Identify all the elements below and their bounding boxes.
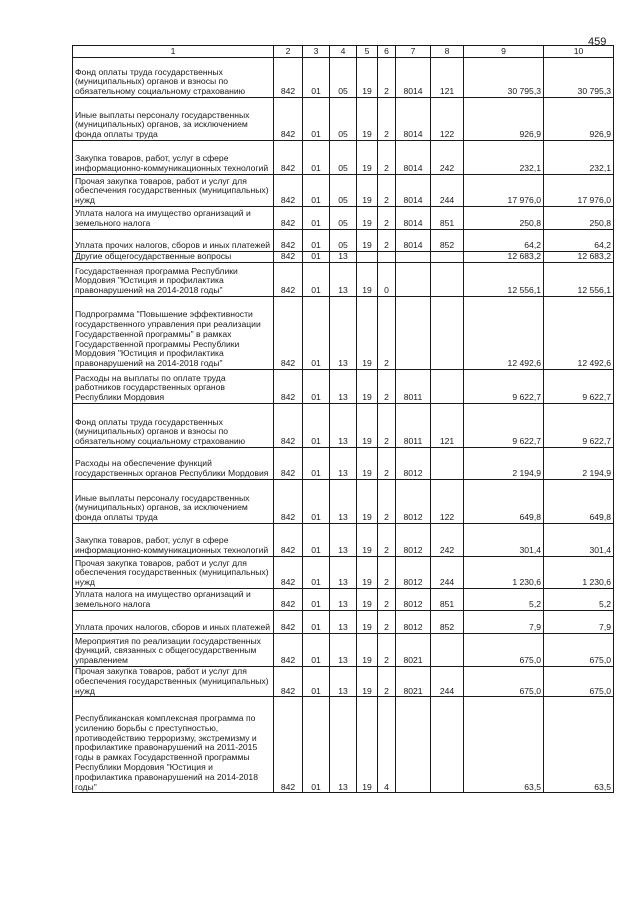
subsection-code: 13 — [330, 589, 357, 611]
program-code — [357, 252, 378, 263]
column-header: 2 — [274, 46, 303, 58]
table-row — [73, 230, 614, 252]
program-code: 19 — [357, 230, 378, 252]
amount-col-10: 12 556,1 — [544, 263, 614, 297]
subsection-code: 05 — [330, 230, 357, 252]
subsection-code: 13 — [330, 263, 357, 297]
subprogram-code: 2 — [378, 230, 396, 252]
table-row — [73, 404, 614, 448]
row-description: Закупка товаров, работ, услуг в сфере информационно-коммуникационных технологий — [73, 141, 274, 175]
subsection-code: 13 — [330, 480, 357, 524]
section-code: 01 — [303, 252, 330, 263]
row-description: Прочая закупка товаров, работ и услуг для обеспечения государственных (муниципальных) нужд — [73, 557, 274, 589]
subprogram-code: 2 — [378, 448, 396, 480]
section-code: 01 — [303, 370, 330, 404]
section-code: 01 — [303, 175, 330, 207]
section-code: 01 — [303, 98, 330, 141]
amount-col-10: 64,2 — [544, 230, 614, 252]
subsection-code: 13 — [330, 667, 357, 697]
program-code: 19 — [357, 697, 378, 793]
table-row — [73, 175, 614, 207]
row-description: Республиканская комплексная программа по усилению борьбы с преступностью, противодействию терроризму, экстремизму и профилактике правонарушений на 2011-2015 годы в рамках Государственной программы Республики Мордовия "Юстиция и профилактика правонарушений на 2014-2018 годы" — [73, 697, 274, 793]
subprogram-code: 2 — [378, 404, 396, 448]
amount-col-10: 1 230,6 — [544, 557, 614, 589]
admin-code: 842 — [274, 141, 303, 175]
subprogram-code — [378, 252, 396, 263]
article-code: 8011 — [396, 404, 431, 448]
subprogram-code: 2 — [378, 297, 396, 370]
amount-col-9: 64,2 — [464, 230, 544, 252]
amount-col-9: 926,9 — [464, 98, 544, 141]
subsection-code: 13 — [330, 557, 357, 589]
expense-type-code: 122 — [431, 480, 464, 524]
table-row — [73, 448, 614, 480]
amount-col-9: 63,5 — [464, 697, 544, 793]
article-code: 8014 — [396, 141, 431, 175]
expense-type-code: 244 — [431, 175, 464, 207]
article-code: 8012 — [396, 448, 431, 480]
program-code: 19 — [357, 175, 378, 207]
row-description: Государственная программа Республики Мордовия "Юстиция и профилактика правонарушений на 2014-2018 годы" — [73, 263, 274, 297]
admin-code: 842 — [274, 611, 303, 634]
section-code: 01 — [303, 524, 330, 557]
table-row — [73, 634, 614, 667]
table-row — [73, 207, 614, 230]
amount-col-10: 675,0 — [544, 634, 614, 667]
amount-col-9: 30 795,3 — [464, 58, 544, 98]
section-code: 01 — [303, 634, 330, 667]
section-code: 01 — [303, 557, 330, 589]
admin-code: 842 — [274, 524, 303, 557]
program-code: 19 — [357, 524, 378, 557]
row-description: Уплата налога на имущество организаций и земельного налога — [73, 207, 274, 230]
table-row — [73, 589, 614, 611]
table-row — [73, 263, 614, 297]
article-code: 8014 — [396, 230, 431, 252]
admin-code: 842 — [274, 263, 303, 297]
section-code: 01 — [303, 141, 330, 175]
expense-type-code: 852 — [431, 611, 464, 634]
amount-col-9: 12 683,2 — [464, 252, 544, 263]
table-row — [73, 480, 614, 524]
table-row — [73, 524, 614, 557]
amount-col-10: 5,2 — [544, 589, 614, 611]
article-code: 8014 — [396, 207, 431, 230]
expense-type-code: 244 — [431, 667, 464, 697]
table-body — [73, 58, 614, 793]
program-code: 19 — [357, 404, 378, 448]
admin-code: 842 — [274, 634, 303, 667]
admin-code: 842 — [274, 297, 303, 370]
subprogram-code: 2 — [378, 370, 396, 404]
program-code: 19 — [357, 263, 378, 297]
article-code — [396, 252, 431, 263]
amount-col-9: 675,0 — [464, 667, 544, 697]
subsection-code: 05 — [330, 207, 357, 230]
table-row — [73, 370, 614, 404]
article-code: 8021 — [396, 634, 431, 667]
expense-type-code — [431, 263, 464, 297]
table-row — [73, 697, 614, 793]
amount-col-9: 5,2 — [464, 589, 544, 611]
article-code: 8014 — [396, 98, 431, 141]
section-code: 01 — [303, 697, 330, 793]
row-description: Мероприятия по реализации государственных функций, связанных с общегосударственным управлением — [73, 634, 274, 667]
row-description: Прочая закупка товаров, работ и услуг для обеспечения государственных (муниципальных) нужд — [73, 667, 274, 697]
expense-type-code: 122 — [431, 98, 464, 141]
admin-code: 842 — [274, 589, 303, 611]
amount-col-9: 12 492,6 — [464, 297, 544, 370]
column-header: 6 — [378, 46, 396, 58]
subsection-code: 13 — [330, 370, 357, 404]
amount-col-10: 7,9 — [544, 611, 614, 634]
expense-type-code: 242 — [431, 141, 464, 175]
program-code: 19 — [357, 448, 378, 480]
column-header: 5 — [357, 46, 378, 58]
article-code — [396, 263, 431, 297]
subsection-code: 05 — [330, 175, 357, 207]
expense-type-code: 851 — [431, 589, 464, 611]
table-row — [73, 252, 614, 263]
subsection-code: 13 — [330, 611, 357, 634]
column-header-row — [73, 46, 614, 58]
article-code: 8012 — [396, 480, 431, 524]
subprogram-code: 2 — [378, 58, 396, 98]
row-description: Расходы на обеспечение функций государственных органов Республики Мордовия — [73, 448, 274, 480]
amount-col-9: 9 622,7 — [464, 404, 544, 448]
subprogram-code: 0 — [378, 263, 396, 297]
amount-col-10: 12 492,6 — [544, 297, 614, 370]
admin-code: 842 — [274, 252, 303, 263]
subprogram-code: 2 — [378, 480, 396, 524]
subprogram-code: 2 — [378, 589, 396, 611]
program-code: 19 — [357, 370, 378, 404]
article-code: 8012 — [396, 611, 431, 634]
row-description: Уплата налога на имущество организаций и земельного налога — [73, 589, 274, 611]
admin-code: 842 — [274, 404, 303, 448]
article-code: 8014 — [396, 58, 431, 98]
amount-col-10: 2 194,9 — [544, 448, 614, 480]
article-code — [396, 297, 431, 370]
amount-col-9: 2 194,9 — [464, 448, 544, 480]
expense-type-code — [431, 370, 464, 404]
article-code — [396, 697, 431, 793]
program-code: 19 — [357, 480, 378, 524]
amount-col-9: 232,1 — [464, 141, 544, 175]
section-code: 01 — [303, 480, 330, 524]
subprogram-code: 2 — [378, 175, 396, 207]
expense-type-code — [431, 252, 464, 263]
amount-col-10: 17 976,0 — [544, 175, 614, 207]
amount-col-9: 12 556,1 — [464, 263, 544, 297]
admin-code: 842 — [274, 207, 303, 230]
article-code: 8012 — [396, 524, 431, 557]
amount-col-10: 9 622,7 — [544, 404, 614, 448]
section-code: 01 — [303, 611, 330, 634]
subsection-code: 05 — [330, 58, 357, 98]
subsection-code: 13 — [330, 634, 357, 667]
table-row — [73, 58, 614, 98]
article-code: 8012 — [396, 557, 431, 589]
program-code: 19 — [357, 141, 378, 175]
amount-col-10: 63,5 — [544, 697, 614, 793]
section-code: 01 — [303, 404, 330, 448]
amount-col-9: 1 230,6 — [464, 557, 544, 589]
program-code: 19 — [357, 58, 378, 98]
section-code: 01 — [303, 297, 330, 370]
row-description: Прочая закупка товаров, работ и услуг для обеспечения государственных (муниципальных) нужд — [73, 175, 274, 207]
amount-col-10: 12 683,2 — [544, 252, 614, 263]
column-header: 1 — [73, 46, 274, 58]
column-header: 9 — [464, 46, 544, 58]
subprogram-code: 2 — [378, 207, 396, 230]
expense-type-code — [431, 634, 464, 667]
expense-type-code — [431, 697, 464, 793]
column-header: 7 — [396, 46, 431, 58]
amount-col-9: 7,9 — [464, 611, 544, 634]
admin-code: 842 — [274, 480, 303, 524]
expense-type-code: 242 — [431, 524, 464, 557]
section-code: 01 — [303, 589, 330, 611]
admin-code: 842 — [274, 667, 303, 697]
subprogram-code: 2 — [378, 667, 396, 697]
subsection-code: 13 — [330, 524, 357, 557]
row-description: Другие общегосударственные вопросы — [73, 252, 274, 263]
table-row — [73, 557, 614, 589]
amount-col-10: 9 622,7 — [544, 370, 614, 404]
amount-col-10: 30 795,3 — [544, 58, 614, 98]
section-code: 01 — [303, 263, 330, 297]
program-code: 19 — [357, 557, 378, 589]
expense-type-code: 121 — [431, 58, 464, 98]
section-code: 01 — [303, 207, 330, 230]
admin-code: 842 — [274, 697, 303, 793]
program-code: 19 — [357, 589, 378, 611]
amount-col-10: 232,1 — [544, 141, 614, 175]
article-code: 8012 — [396, 589, 431, 611]
row-description: Иные выплаты персоналу государственных (муниципальных) органов, за исключением фонда оплаты труда — [73, 480, 274, 524]
amount-col-10: 926,9 — [544, 98, 614, 141]
row-description: Подпрограмма "Повышение эффективности государственного управления при реализации Государственной программы" в рамках Государственной программы Республики Мордовия "Юстиция и профилактика правонарушений на 2014-2018 годы" — [73, 297, 274, 370]
row-description: Закупка товаров, работ, услуг в сфере информационно-коммуникационных технологий — [73, 524, 274, 557]
section-code: 01 — [303, 667, 330, 697]
expense-type-code — [431, 448, 464, 480]
article-code: 8011 — [396, 370, 431, 404]
row-description: Фонд оплаты труда государственных (муниципальных) органов и взносы по обязательному социальному страхованию — [73, 404, 274, 448]
amount-col-10: 675,0 — [544, 667, 614, 697]
expense-type-code: 121 — [431, 404, 464, 448]
section-code: 01 — [303, 448, 330, 480]
table-row — [73, 141, 614, 175]
subprogram-code: 2 — [378, 98, 396, 141]
program-code: 19 — [357, 611, 378, 634]
row-description: Уплата прочих налогов, сборов и иных платежей — [73, 611, 274, 634]
subsection-code: 13 — [330, 252, 357, 263]
program-code: 19 — [357, 634, 378, 667]
subsection-code: 13 — [330, 697, 357, 793]
table-row — [73, 297, 614, 370]
admin-code: 842 — [274, 557, 303, 589]
amount-col-9: 9 622,7 — [464, 370, 544, 404]
subprogram-code: 2 — [378, 141, 396, 175]
column-header: 4 — [330, 46, 357, 58]
subsection-code: 13 — [330, 448, 357, 480]
program-code: 19 — [357, 297, 378, 370]
page-number: 459 — [588, 36, 607, 48]
article-code: 8021 — [396, 667, 431, 697]
subsection-code: 05 — [330, 141, 357, 175]
admin-code: 842 — [274, 98, 303, 141]
table-row — [73, 667, 614, 697]
program-code: 19 — [357, 98, 378, 141]
row-description: Уплата прочих налогов, сборов и иных платежей — [73, 230, 274, 252]
amount-col-9: 250,8 — [464, 207, 544, 230]
subprogram-code: 2 — [378, 611, 396, 634]
admin-code: 842 — [274, 230, 303, 252]
row-description: Фонд оплаты труда государственных (муниципальных) органов и взносы по обязательному социальному страхованию — [73, 58, 274, 98]
amount-col-10: 649,8 — [544, 480, 614, 524]
expense-type-code: 244 — [431, 557, 464, 589]
table-row — [73, 98, 614, 141]
amount-col-9: 649,8 — [464, 480, 544, 524]
amount-col-10: 301,4 — [544, 524, 614, 557]
table-row — [73, 611, 614, 634]
row-description: Расходы на выплаты по оплате труда работников государственных органов Республики Мордовия — [73, 370, 274, 404]
program-code: 19 — [357, 207, 378, 230]
column-header: 10 — [544, 46, 614, 58]
row-description: Иные выплаты персоналу государственных (муниципальных) органов, за исключением фонда оплаты труда — [73, 98, 274, 141]
program-code: 19 — [357, 667, 378, 697]
column-header: 3 — [303, 46, 330, 58]
article-code: 8014 — [396, 175, 431, 207]
admin-code: 842 — [274, 370, 303, 404]
section-code: 01 — [303, 58, 330, 98]
expense-type-code — [431, 297, 464, 370]
subprogram-code: 2 — [378, 557, 396, 589]
subsection-code: 13 — [330, 297, 357, 370]
subsection-code: 05 — [330, 98, 357, 141]
amount-col-10: 250,8 — [544, 207, 614, 230]
subprogram-code: 4 — [378, 697, 396, 793]
section-code: 01 — [303, 230, 330, 252]
budget-table — [72, 45, 614, 793]
amount-col-9: 675,0 — [464, 634, 544, 667]
subprogram-code: 2 — [378, 524, 396, 557]
expense-type-code: 851 — [431, 207, 464, 230]
subsection-code: 13 — [330, 404, 357, 448]
column-header: 8 — [431, 46, 464, 58]
admin-code: 842 — [274, 58, 303, 98]
admin-code: 842 — [274, 175, 303, 207]
amount-col-9: 301,4 — [464, 524, 544, 557]
expense-type-code: 852 — [431, 230, 464, 252]
admin-code: 842 — [274, 448, 303, 480]
subprogram-code: 2 — [378, 634, 396, 667]
amount-col-9: 17 976,0 — [464, 175, 544, 207]
